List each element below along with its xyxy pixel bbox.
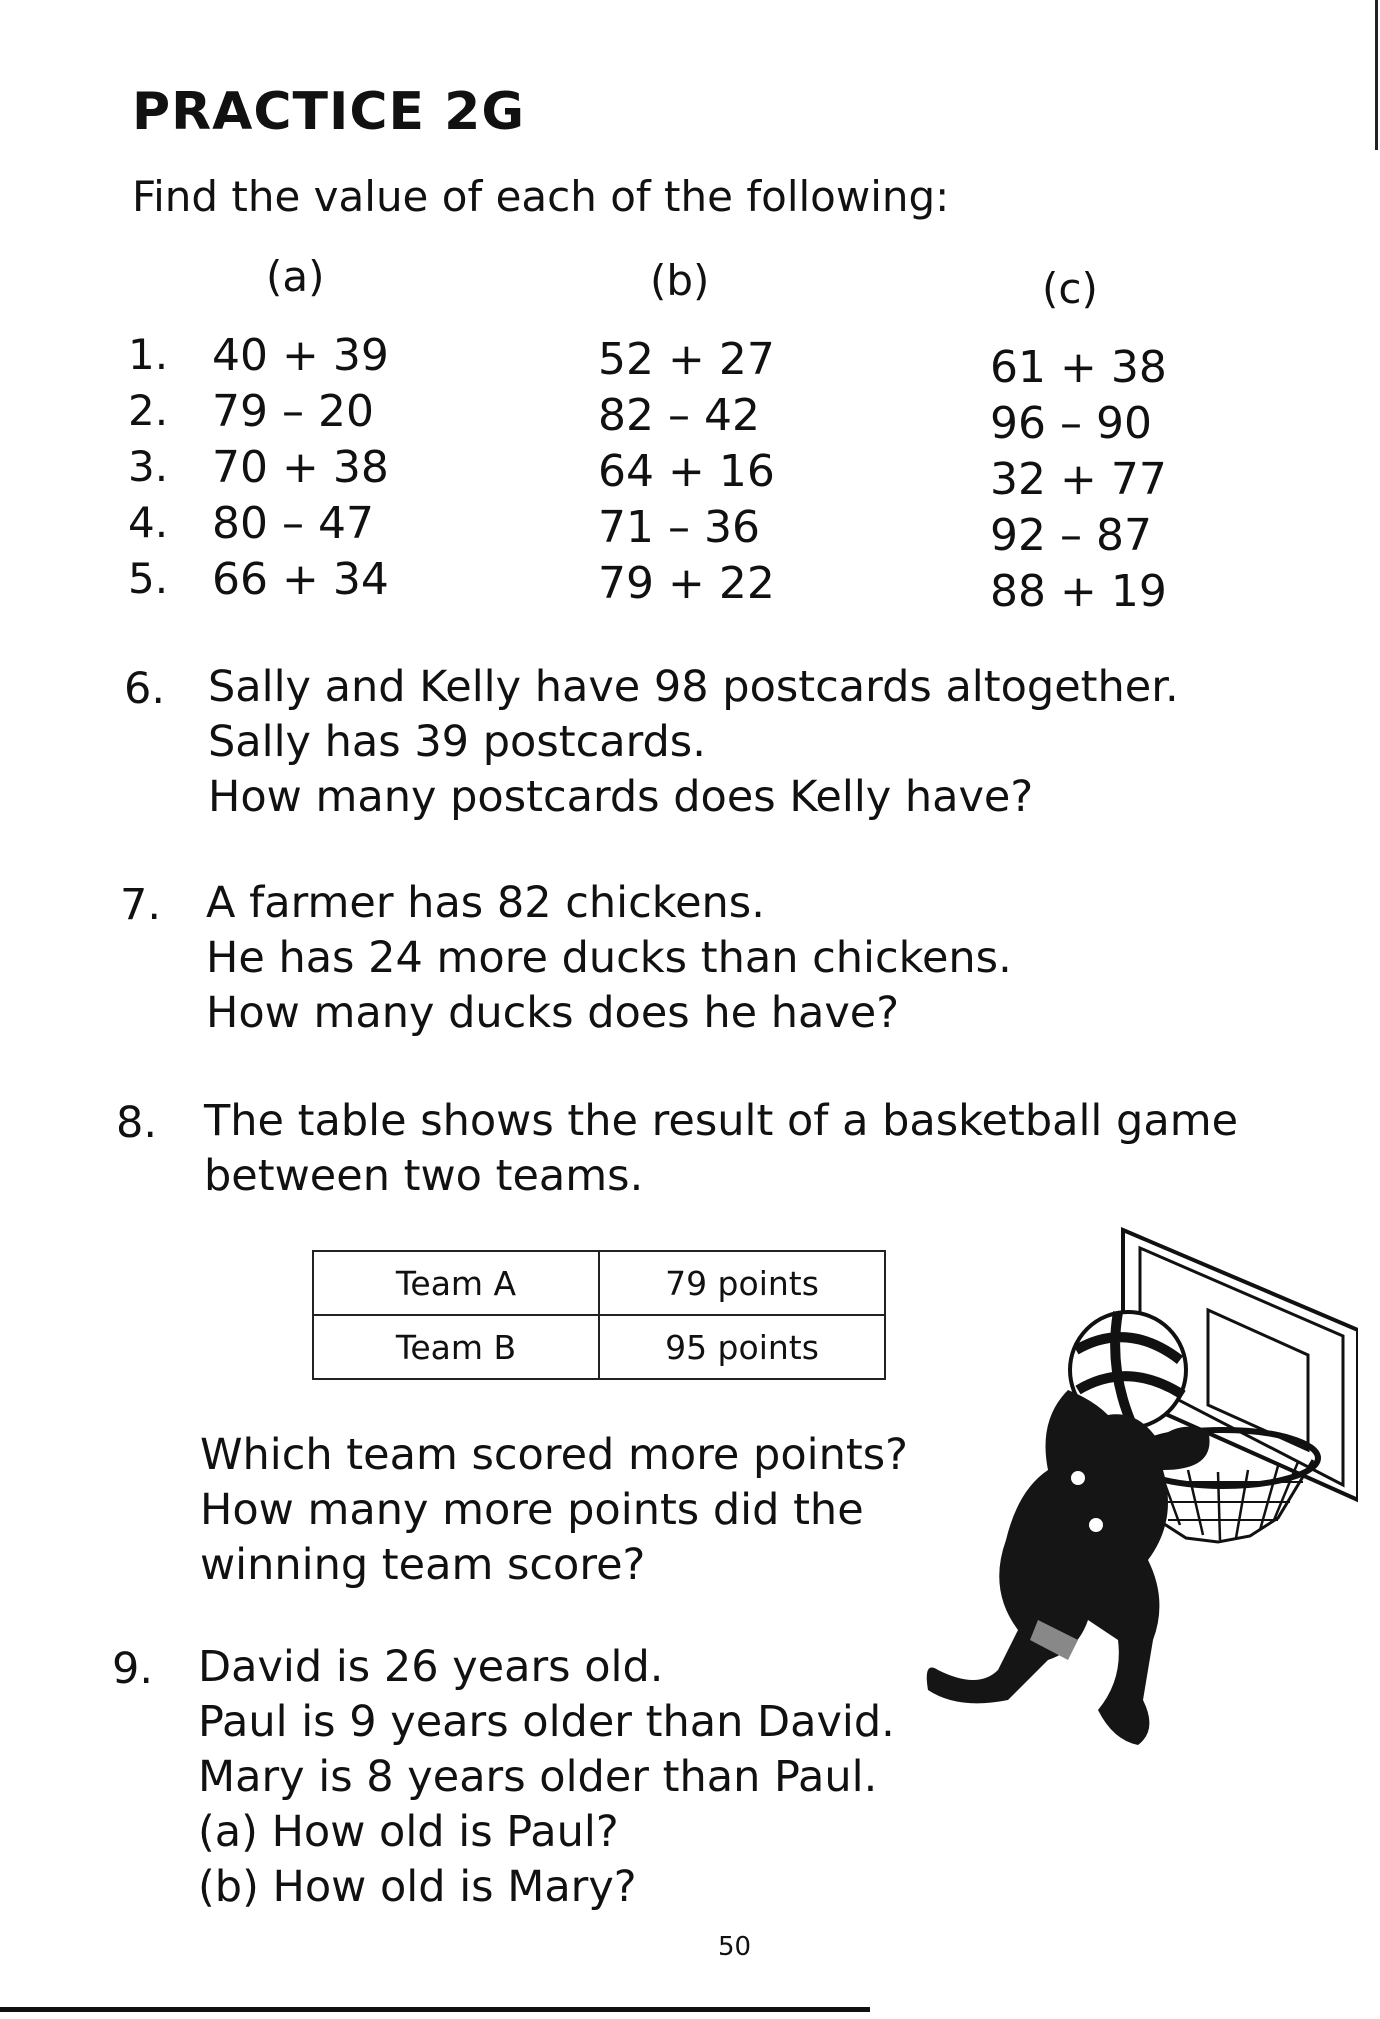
question-6-number: 6. (124, 664, 166, 714)
problem-c: 32 + 77 (990, 454, 1167, 505)
question-line: A farmer has 82 chickens. (206, 878, 765, 928)
question-7-text (206, 876, 1012, 1041)
question-line: How many postcards does Kelly have? (208, 772, 1034, 822)
question-line: (b) How old is Mary? (198, 1862, 637, 1912)
question-9-text (198, 1640, 895, 1915)
question-7-number: 7. (120, 880, 162, 930)
problem-c: 96 – 90 (990, 398, 1152, 449)
question-9-number: 9. (112, 1644, 154, 1694)
problem-c: 92 – 87 (990, 510, 1152, 561)
column-header-a: (a) (266, 252, 325, 301)
table-row (313, 1315, 885, 1379)
question-line: David is 26 years old. (198, 1642, 664, 1692)
question-line: winning team score? (200, 1540, 646, 1590)
problem-a: 40 + 39 (212, 330, 389, 381)
team-name-cell: Team B (313, 1315, 599, 1379)
question-8-text (204, 1094, 1238, 1204)
question-6-text (208, 660, 1179, 825)
question-line: Sally has 39 postcards. (208, 717, 706, 767)
column-header-b: (b) (650, 256, 710, 305)
question-line: He has 24 more ducks than chickens. (206, 933, 1012, 983)
question-line: Sally and Kelly have 98 postcards altogether. (208, 662, 1179, 712)
basketball-player-dunking-icon (918, 1220, 1358, 1760)
problem-number: 1. (128, 330, 169, 379)
question-line: How many ducks does he have? (206, 988, 900, 1038)
problem-b: 71 – 36 (598, 502, 760, 553)
problem-number: 5. (128, 554, 169, 603)
page-number: 50 (718, 1932, 752, 1962)
problem-a: 70 + 38 (212, 442, 389, 493)
column-header-c: (c) (1042, 264, 1098, 313)
problem-number: 3. (128, 442, 169, 491)
table-row (313, 1251, 885, 1315)
problem-c: 88 + 19 (990, 566, 1167, 617)
problem-number: 2. (128, 386, 169, 435)
question-line: Which team scored more points? (200, 1430, 908, 1480)
problem-a: 66 + 34 (212, 554, 389, 605)
problem-b: 52 + 27 (598, 334, 775, 385)
question-line: The table shows the result of a basketball game (204, 1096, 1239, 1146)
question-line: Paul is 9 years older than David. (198, 1697, 895, 1747)
problem-b: 82 – 42 (598, 390, 760, 441)
problem-number: 4. (128, 498, 169, 547)
problem-a: 80 – 47 (212, 498, 374, 549)
team-points-cell: 95 points (599, 1315, 885, 1379)
question-line: between two teams. (204, 1151, 644, 1201)
problem-b: 64 + 16 (598, 446, 775, 497)
question-8-number: 8. (116, 1098, 158, 1148)
question-8-follow-up (200, 1428, 908, 1593)
question-line: (a) How old is Paul? (198, 1807, 619, 1857)
score-table (312, 1250, 886, 1380)
page-title: PRACTICE 2G (132, 82, 526, 142)
problem-a: 79 – 20 (212, 386, 374, 437)
question-line: Mary is 8 years older than Paul. (198, 1752, 878, 1802)
question-line: How many more points did the (200, 1485, 864, 1535)
page-edge-mark (1375, 0, 1378, 150)
team-points-cell: 79 points (599, 1251, 885, 1315)
bottom-rule (0, 2007, 870, 2012)
problem-b: 79 + 22 (598, 558, 775, 609)
problem-c: 61 + 38 (990, 342, 1167, 393)
team-name-cell: Team A (313, 1251, 599, 1315)
instruction-text: Find the value of each of the following: (132, 172, 950, 221)
